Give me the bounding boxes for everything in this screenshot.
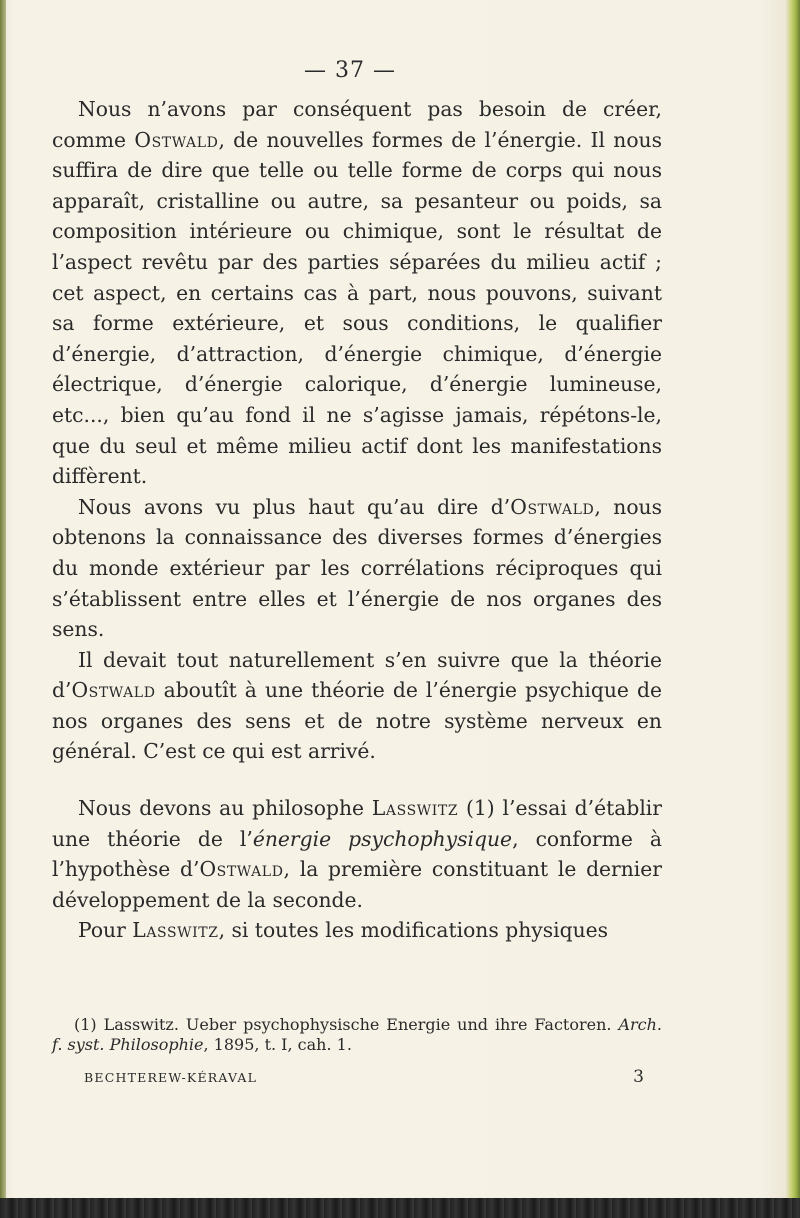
journal-title: Arch. f. syst. Philosophie xyxy=(52,1015,662,1054)
author-name: Ostwald xyxy=(134,127,219,152)
author-name: Ostwald xyxy=(199,857,284,882)
section-1 xyxy=(52,94,662,767)
author-name: Ostwald xyxy=(510,494,595,519)
paragraph-4: Nous devons au philosophe Lasswitz (1) l’essai d’établir une théorie de l’énergie psychophysique, conforme à l’hypothèse d’Ostwald, la première constituant le dernier développement de la seconde. xyxy=(52,796,662,912)
page-left-edge xyxy=(0,0,6,1218)
footnote: (1) Lasswitz. Ueber psychophysische Energie und ihre Factoren. Arch. f. syst. Philosophie, 1895, t. I, cah. 1. xyxy=(52,1015,662,1054)
signature-text: BECHTEREW-KÉRAVAL xyxy=(84,1070,258,1085)
author-name: Lasswitz xyxy=(132,918,219,943)
section-2 xyxy=(52,793,662,946)
page-number: — 37 — xyxy=(304,58,396,83)
emphasized-term: énergie psychophysique xyxy=(252,826,513,851)
paragraph-5: Pour Lasswitz, si toutes les modifications physiques xyxy=(78,918,609,943)
paragraph-1: Nous n’avons par conséquent pas besoin de créer, comme Ostwald, de nouvelles formes de l’énergie. Il nous suffira de dire que telle ou telle forme de corps qui nous apparaît, cristalline ou autre, sa pesanteur ou poids, sa composition intérieure ou chimique, sont le résultat de l’aspect revêtu par des parties séparées du milieu actif ; cet aspect, en certains cas à part, nous pouvons, suivant sa forme extérieure, et sous conditions, le qualifier d’énergie, d’attraction, d’énergie chimique, d’énergie électrique, d’énergie calorique, d’énergie lumineuse, etc..., bien qu’au fond il ne s’agisse jamais, répétons-le, que du seul et même milieu actif dont les manifestations diffèrent. xyxy=(52,97,663,489)
paragraph-2: Nous avons vu plus haut qu’au dire d’Ostwald, nous obtenons la connaissance des diverses formes d’énergies du monde extérieur par les corrélations réciproques qui s’établissent entre elles et l’énergie de nos organes des sens. xyxy=(52,494,662,642)
paragraph-3: Il devait tout naturellement s’en suivre que la théorie d’Ostwald aboutît à une théorie de l’énergie psychique de nos organes des sens et de notre système nerveux en général. C’est ce qui est arrivé. xyxy=(52,647,662,764)
printer-signature xyxy=(84,1067,644,1087)
signature-number: 3 xyxy=(633,1067,644,1087)
author-name: Ostwald xyxy=(71,678,156,703)
page-right-edge xyxy=(786,0,800,1200)
author-name: Lasswitz xyxy=(371,796,459,820)
page-bottom-edge xyxy=(0,1198,800,1218)
